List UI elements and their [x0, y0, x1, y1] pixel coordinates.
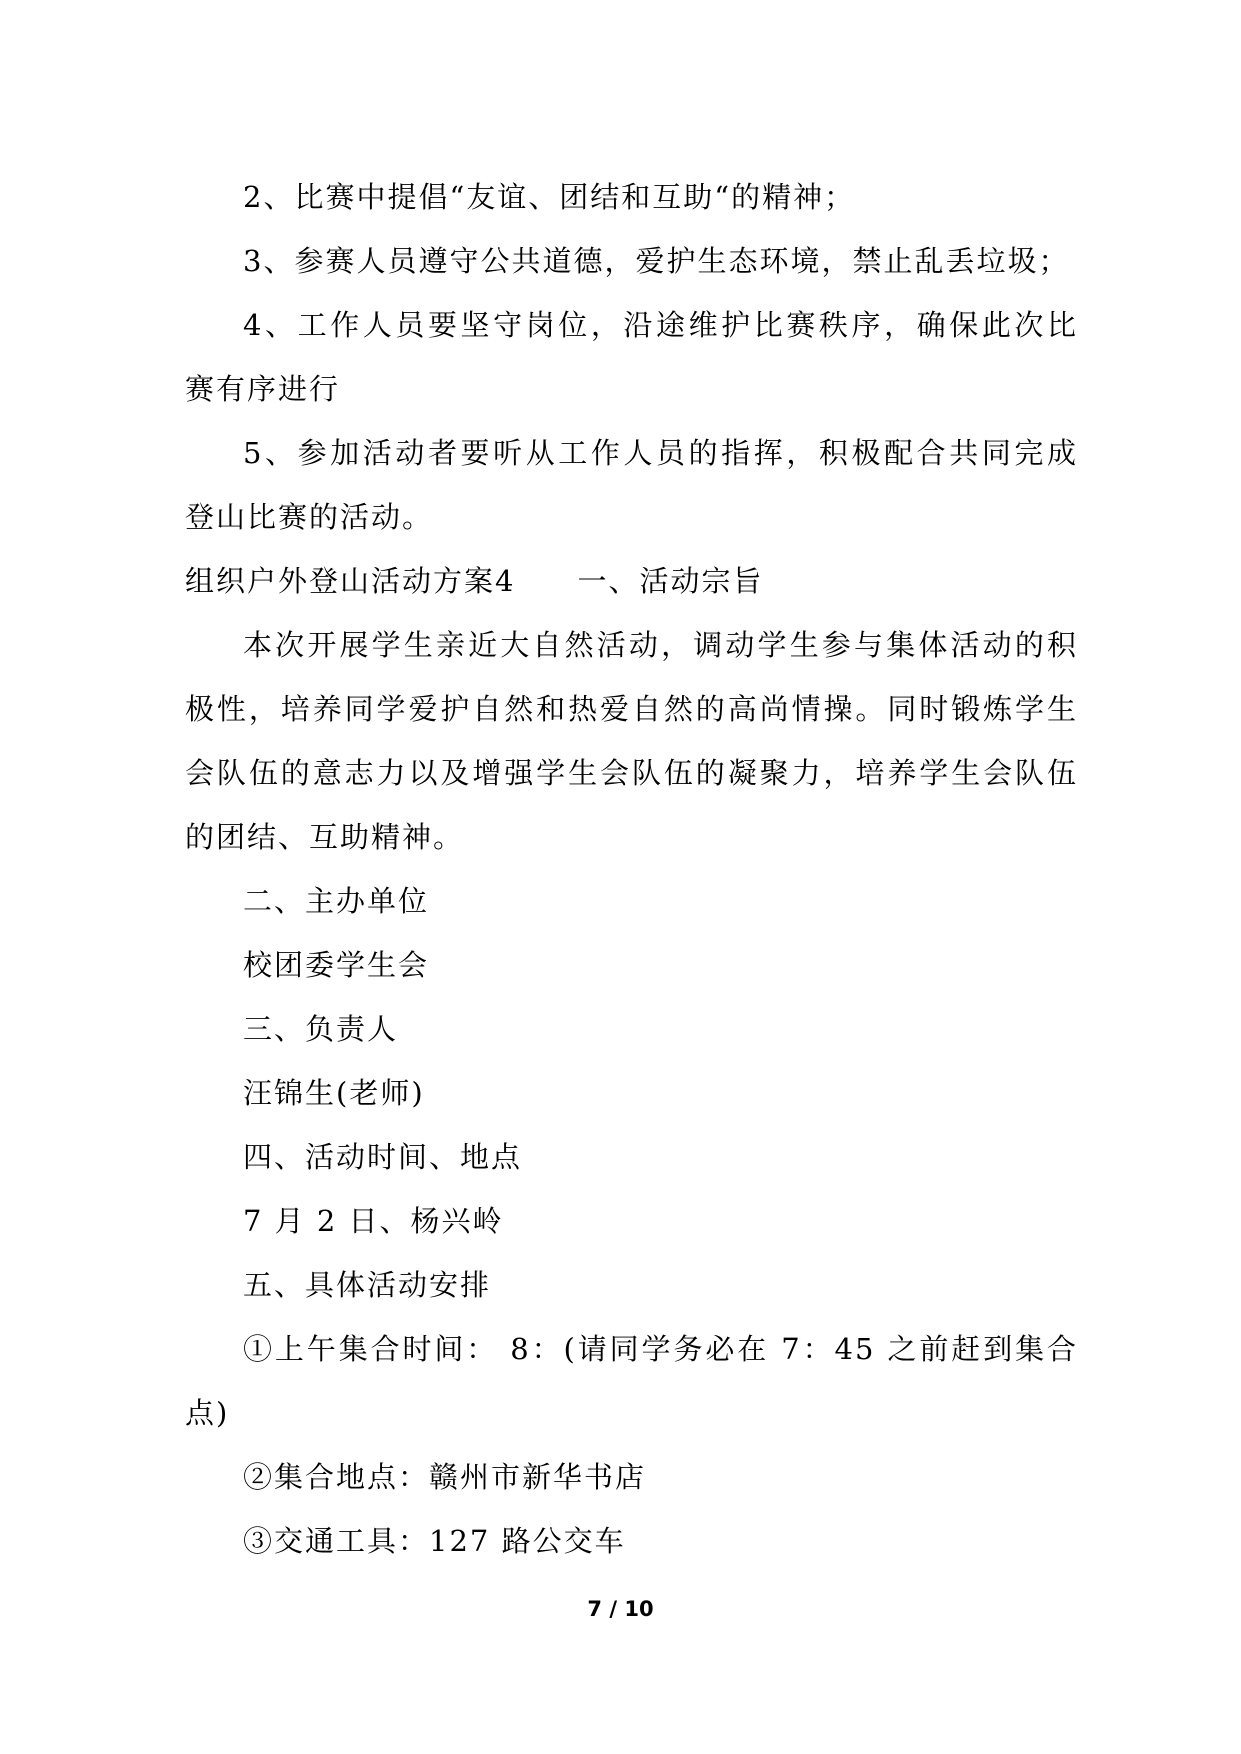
text-line: 登山比赛的活动。 — [185, 500, 434, 534]
document-body — [185, 165, 1078, 1573]
text-line: 三、负责人 — [243, 1012, 399, 1046]
text-line: 3、参赛人员遵守公共道德，爱护生态环境，禁止乱丢垃圾； — [243, 244, 1070, 278]
text-line: 2、比赛中提倡“友谊、团结和互助“的精神； — [243, 180, 856, 214]
page-footer — [0, 1595, 1241, 1623]
text-line: 会队伍的意志力以及增强学生会队伍的凝聚力，培养学生会队伍 — [185, 756, 1078, 790]
text-line: 组织户外登山活动方案4 一、活动宗旨 — [185, 564, 764, 598]
text-line: ②集合地点：赣州市新华书店 — [243, 1460, 647, 1494]
text-line: 五、具体活动安排 — [243, 1268, 492, 1302]
text-line: 二、主办单位 — [243, 884, 430, 918]
text-line: 点) — [185, 1396, 230, 1430]
text-line: 汪锦生(老师) — [243, 1076, 425, 1110]
text-line: 7 月 2 日、杨兴岭 — [243, 1204, 504, 1238]
page-number: 7 / 10 — [587, 1597, 654, 1621]
text-line: 4、工作人员要坚守岗位，沿途维护比赛秩序，确保此次比 — [243, 308, 1078, 342]
text-line: 5、参加活动者要听从工作人员的指挥，积极配合共同完成 — [243, 436, 1078, 470]
text-line: 的团结、互助精神。 — [185, 820, 465, 854]
text-line: 本次开展学生亲近大自然活动，调动学生参与集体活动的积 — [243, 628, 1078, 662]
text-line: ③交通工具：127 路公交车 — [243, 1524, 626, 1558]
text-line: 四、活动时间、地点 — [243, 1140, 523, 1174]
text-line: 校团委学生会 — [243, 948, 430, 982]
text-line: 赛有序进行 — [185, 372, 341, 406]
text-line: ①上午集合时间： 8：(请同学务必在 7：45 之前赶到集合 — [243, 1332, 1078, 1366]
text-line: 极性，培养同学爱护自然和热爱自然的高尚情操。同时锻炼学生 — [185, 692, 1078, 726]
